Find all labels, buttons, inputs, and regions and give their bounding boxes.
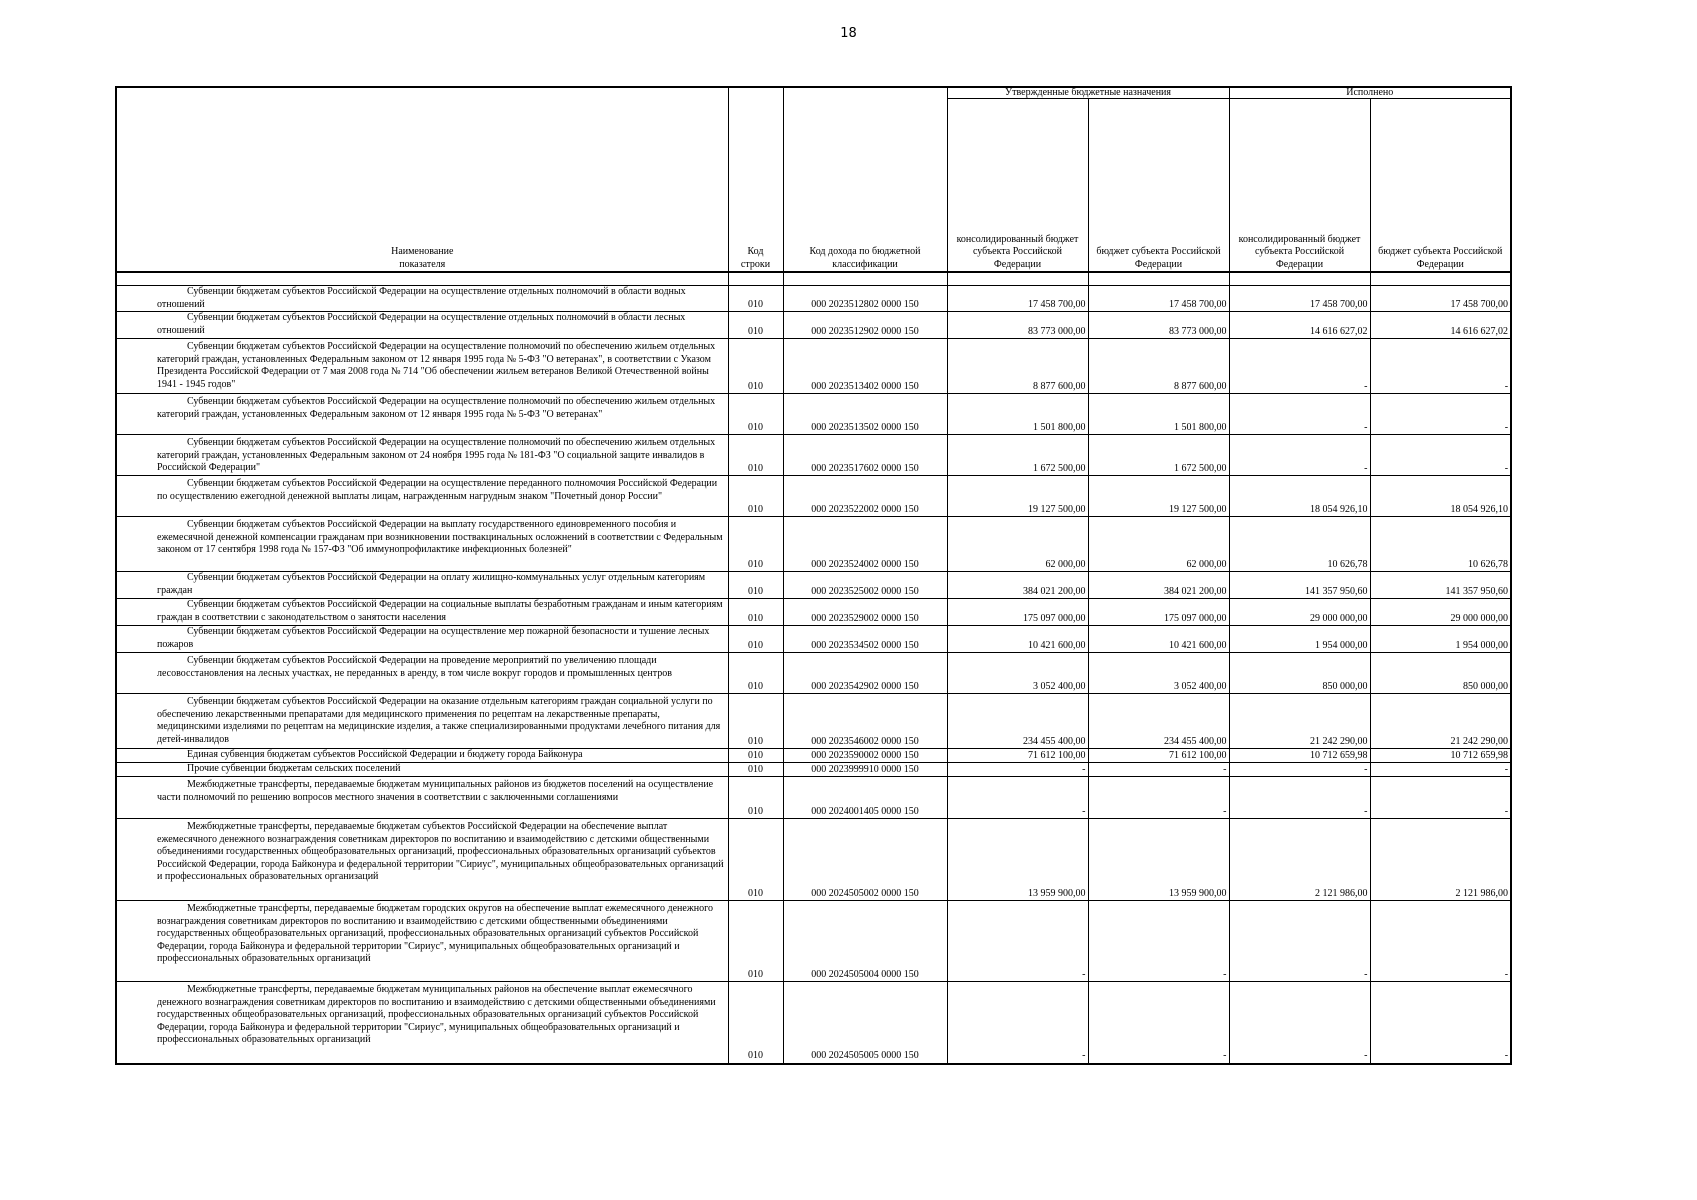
row-approved-consolidated-cell: - <box>947 982 1088 1064</box>
row-name-cell: Субвенции бюджетам субъектов Российской Федерации на осуществление мер пожарной безопасности и тушение лесных пожаров <box>116 626 728 653</box>
row-kbk-cell: 000 2024505002 0000 150 <box>783 819 947 901</box>
table-body <box>116 286 1511 1064</box>
row-code-cell: 010 <box>728 749 783 763</box>
row-executed-consolidated-cell: 10 712 659,98 <box>1229 749 1370 763</box>
row-approved-consolidated-cell: 13 959 900,00 <box>947 819 1088 901</box>
row-kbk-cell: 000 2023546002 0000 150 <box>783 694 947 749</box>
row-code-cell: 010 <box>728 599 783 626</box>
row-approved-subject-cell: - <box>1088 901 1229 982</box>
row-executed-subject-cell: 141 357 950,60 <box>1370 572 1511 599</box>
row-code-cell: 010 <box>728 819 783 901</box>
row-approved-subject-cell: 62 000,00 <box>1088 517 1229 572</box>
row-kbk-cell: 000 2023524002 0000 150 <box>783 517 947 572</box>
row-code-cell: 010 <box>728 435 783 476</box>
table-row <box>116 394 1511 435</box>
row-approved-subject-cell: - <box>1088 763 1229 777</box>
row-kbk-cell: 000 2023513502 0000 150 <box>783 394 947 435</box>
row-name-cell: Межбюджетные трансферты, передаваемые бюджетам муниципальных районов из бюджетов поселений на осуществление части полномочий по решению вопросов местного значения в соответствии с заключенными соглашениями <box>116 777 728 819</box>
row-approved-consolidated-cell: 1 501 800,00 <box>947 394 1088 435</box>
row-approved-consolidated-cell: - <box>947 763 1088 777</box>
row-executed-subject-cell: 1 954 000,00 <box>1370 626 1511 653</box>
header-spacer <box>116 272 1511 286</box>
row-executed-subject-cell: - <box>1370 435 1511 476</box>
header-code: Код строки <box>728 87 783 272</box>
row-approved-subject-cell: 1 672 500,00 <box>1088 435 1229 476</box>
row-executed-consolidated-cell: 21 242 290,00 <box>1229 694 1370 749</box>
row-executed-subject-cell: 21 242 290,00 <box>1370 694 1511 749</box>
row-name-cell: Субвенции бюджетам субъектов Российской Федерации на проведение мероприятий по увеличению площади лесовосстановления на лесных участках, не переданных в аренду, в том числе вокруг городов и промышленных центров <box>116 653 728 694</box>
row-kbk-cell: 000 2023534502 0000 150 <box>783 626 947 653</box>
row-code-cell: 010 <box>728 476 783 517</box>
row-code-cell: 010 <box>728 777 783 819</box>
row-kbk-cell: 000 2024505004 0000 150 <box>783 901 947 982</box>
row-approved-consolidated-cell: 17 458 700,00 <box>947 286 1088 312</box>
row-name-cell: Субвенции бюджетам субъектов Российской Федерации на осуществление полномочий по обеспечению жильем отдельных категорий граждан, установленных Федеральным законом от 12 января 1995 года № 5-ФЗ "О ветеранах" <box>116 394 728 435</box>
row-executed-consolidated-cell: - <box>1229 901 1370 982</box>
row-executed-subject-cell: 10 712 659,98 <box>1370 749 1511 763</box>
row-name-cell: Субвенции бюджетам субъектов Российской Федерации на осуществление отдельных полномочий в области лесных отношений <box>116 312 728 339</box>
row-approved-consolidated-cell: 234 455 400,00 <box>947 694 1088 749</box>
table-row <box>116 312 1511 339</box>
header-kbk: Код дохода по бюджетной классификации <box>783 87 947 272</box>
row-code-cell: 010 <box>728 394 783 435</box>
row-executed-consolidated-cell: 850 000,00 <box>1229 653 1370 694</box>
table-row <box>116 626 1511 653</box>
header-approved-group: Утвержденные бюджетные назначения <box>947 87 1229 99</box>
table-row <box>116 476 1511 517</box>
row-approved-subject-cell: 8 877 600,00 <box>1088 339 1229 394</box>
table-row <box>116 694 1511 749</box>
row-executed-subject-cell: 18 054 926,10 <box>1370 476 1511 517</box>
row-executed-subject-cell: 29 000 000,00 <box>1370 599 1511 626</box>
table-row <box>116 572 1511 599</box>
row-executed-consolidated-cell: 14 616 627,02 <box>1229 312 1370 339</box>
row-code-cell: 010 <box>728 653 783 694</box>
row-code-cell: 010 <box>728 694 783 749</box>
row-name-cell: Межбюджетные трансферты, передаваемые бюджетам муниципальных районов на обеспечение выплат ежемесячного денежного вознаграждения советникам директоров по воспитанию и взаимодействию с детскими общественными объединениями государственных общеобразовательных организаций, профессиональных образовательных организаций субъектов Российской Федерации, города Байконура и федеральной территории "Сириус", муниципальных общеобразовательных организаций и профессиональных образовательных организаций <box>116 982 728 1064</box>
row-executed-consolidated-cell: - <box>1229 394 1370 435</box>
row-name-cell: Субвенции бюджетам субъектов Российской Федерации на осуществление полномочий по обеспечению жильем отдельных категорий граждан, установленных Федеральным законом от 24 ноября 1995 года № 181-ФЗ "О социальной защите инвалидов в Российской Федерации" <box>116 435 728 476</box>
row-name-cell: Субвенции бюджетам субъектов Российской Федерации на социальные выплаты безработным гражданам и иным категориям граждан в соответствии с законодательством о занятости населения <box>116 599 728 626</box>
header-approved-subject: бюджет субъекта Российской Федерации <box>1088 99 1229 273</box>
table-row <box>116 286 1511 312</box>
row-approved-subject-cell: 83 773 000,00 <box>1088 312 1229 339</box>
row-executed-consolidated-cell: 18 054 926,10 <box>1229 476 1370 517</box>
row-executed-subject-cell: - <box>1370 901 1511 982</box>
row-executed-consolidated-cell: - <box>1229 763 1370 777</box>
row-executed-subject-cell: 17 458 700,00 <box>1370 286 1511 312</box>
row-approved-subject-cell: 175 097 000,00 <box>1088 599 1229 626</box>
row-executed-consolidated-cell: - <box>1229 339 1370 394</box>
row-approved-consolidated-cell: 62 000,00 <box>947 517 1088 572</box>
row-code-cell: 010 <box>728 626 783 653</box>
row-kbk-cell: 000 2023999910 0000 150 <box>783 763 947 777</box>
row-kbk-cell: 000 2024001405 0000 150 <box>783 777 947 819</box>
page-number: 18 <box>840 26 857 41</box>
table-row <box>116 901 1511 982</box>
row-kbk-cell: 000 2023525002 0000 150 <box>783 572 947 599</box>
header-approved-consolidated: консолидированный бюджет субъекта Российской Федерации <box>947 99 1088 273</box>
row-name-cell: Единая субвенция бюджетам субъектов Российской Федерации и бюджету города Байконура <box>116 749 728 763</box>
table-row <box>116 749 1511 763</box>
row-approved-subject-cell: 17 458 700,00 <box>1088 286 1229 312</box>
row-code-cell: 010 <box>728 286 783 312</box>
row-kbk-cell: 000 2023529002 0000 150 <box>783 599 947 626</box>
table-row <box>116 819 1511 901</box>
row-name-cell: Субвенции бюджетам субъектов Российской Федерации на оплату жилищно-коммунальных услуг отдельным категориям граждан <box>116 572 728 599</box>
row-kbk-cell: 000 2023513402 0000 150 <box>783 339 947 394</box>
row-code-cell: 010 <box>728 901 783 982</box>
row-executed-consolidated-cell: - <box>1229 777 1370 819</box>
row-executed-subject-cell: - <box>1370 339 1511 394</box>
row-approved-consolidated-cell: 384 021 200,00 <box>947 572 1088 599</box>
row-code-cell: 010 <box>728 572 783 599</box>
row-executed-consolidated-cell: 141 357 950,60 <box>1229 572 1370 599</box>
row-kbk-cell: 000 2023517602 0000 150 <box>783 435 947 476</box>
row-approved-consolidated-cell: 1 672 500,00 <box>947 435 1088 476</box>
row-approved-subject-cell: 10 421 600,00 <box>1088 626 1229 653</box>
row-name-cell: Субвенции бюджетам субъектов Российской Федерации на осуществление переданного полномочия Российской Федерации по осуществлению ежегодной денежной выплаты лицам, награжденным нагрудным знаком "Почетный донор России" <box>116 476 728 517</box>
row-name-cell: Межбюджетные трансферты, передаваемые бюджетам субъектов Российской Федерации на обеспечение выплат ежемесячного денежного вознаграждения советникам директоров по воспитанию и взаимодействию с детскими общественными объединениями государственных общеобразовательных организаций, профессиональных образовательных организаций субъектов Российской Федерации, города Байконура и федеральной территории "Сириус", муниципальных общеобразовательных организаций и профессиональных образовательных организаций <box>116 819 728 901</box>
row-kbk-cell: 000 2023590002 0000 150 <box>783 749 947 763</box>
row-executed-subject-cell: 2 121 986,00 <box>1370 819 1511 901</box>
row-name-cell: Субвенции бюджетам субъектов Российской Федерации на осуществление отдельных полномочий в области водных отношений <box>116 286 728 312</box>
row-executed-subject-cell: 14 616 627,02 <box>1370 312 1511 339</box>
row-executed-subject-cell: - <box>1370 763 1511 777</box>
row-approved-subject-cell: 71 612 100,00 <box>1088 749 1229 763</box>
table-row <box>116 777 1511 819</box>
row-executed-consolidated-cell: 1 954 000,00 <box>1229 626 1370 653</box>
row-approved-consolidated-cell: 8 877 600,00 <box>947 339 1088 394</box>
budget-execution-table <box>115 86 1512 1065</box>
row-approved-consolidated-cell: 175 097 000,00 <box>947 599 1088 626</box>
row-executed-consolidated-cell: 29 000 000,00 <box>1229 599 1370 626</box>
row-code-cell: 010 <box>728 312 783 339</box>
row-approved-subject-cell: - <box>1088 777 1229 819</box>
row-executed-consolidated-cell: 2 121 986,00 <box>1229 819 1370 901</box>
table-row <box>116 653 1511 694</box>
header-executed-group: Исполнено <box>1229 87 1511 99</box>
row-kbk-cell: 000 2023512802 0000 150 <box>783 286 947 312</box>
row-executed-subject-cell: - <box>1370 982 1511 1064</box>
row-approved-subject-cell: 234 455 400,00 <box>1088 694 1229 749</box>
row-approved-subject-cell: 384 021 200,00 <box>1088 572 1229 599</box>
row-name-cell: Субвенции бюджетам субъектов Российской Федерации на осуществление полномочий по обеспечению жильем отдельных категорий граждан, установленных Федеральным законом от 12 января 1995 года № 5-ФЗ "О ветеранах", в соответствии с Указом Президента Российской Федерации от 7 мая 2008 года № 714 "Об обеспечении жильем ветеранов Великой Отечественной войны 1941 - 1945 годов" <box>116 339 728 394</box>
row-executed-subject-cell: 10 626,78 <box>1370 517 1511 572</box>
row-code-cell: 010 <box>728 982 783 1064</box>
row-name-cell: Прочие субвенции бюджетам сельских поселений <box>116 763 728 777</box>
row-approved-consolidated-cell: - <box>947 777 1088 819</box>
row-executed-consolidated-cell: - <box>1229 982 1370 1064</box>
row-kbk-cell: 000 2023512902 0000 150 <box>783 312 947 339</box>
row-approved-consolidated-cell: 10 421 600,00 <box>947 626 1088 653</box>
header-executed-consolidated: консолидированный бюджет субъекта Российской Федерации <box>1229 99 1370 273</box>
table-row <box>116 517 1511 572</box>
row-approved-consolidated-cell: 19 127 500,00 <box>947 476 1088 517</box>
row-executed-consolidated-cell: 10 626,78 <box>1229 517 1370 572</box>
row-approved-subject-cell: - <box>1088 982 1229 1064</box>
row-executed-consolidated-cell: - <box>1229 435 1370 476</box>
row-name-cell: Субвенции бюджетам субъектов Российской Федерации на оказание отдельным категориям граждан социальной услуги по обеспечению лекарственными препаратами для медицинского применения по рецептам на лекарственные препараты, медицинскими изделиями по рецептам на медицинские изделия, а также специализированными продуктами лечебного питания для детей-инвалидов <box>116 694 728 749</box>
row-code-cell: 010 <box>728 339 783 394</box>
row-kbk-cell: 000 2023542902 0000 150 <box>783 653 947 694</box>
table-row <box>116 435 1511 476</box>
table-row <box>116 763 1511 777</box>
table-row <box>116 982 1511 1064</box>
row-code-cell: 010 <box>728 763 783 777</box>
row-kbk-cell: 000 2023522002 0000 150 <box>783 476 947 517</box>
row-approved-subject-cell: 1 501 800,00 <box>1088 394 1229 435</box>
row-approved-consolidated-cell: 3 052 400,00 <box>947 653 1088 694</box>
row-executed-consolidated-cell: 17 458 700,00 <box>1229 286 1370 312</box>
row-code-cell: 010 <box>728 517 783 572</box>
row-approved-subject-cell: 13 959 900,00 <box>1088 819 1229 901</box>
row-kbk-cell: 000 2024505005 0000 150 <box>783 982 947 1064</box>
row-executed-subject-cell: 850 000,00 <box>1370 653 1511 694</box>
row-approved-consolidated-cell: 71 612 100,00 <box>947 749 1088 763</box>
row-approved-subject-cell: 3 052 400,00 <box>1088 653 1229 694</box>
row-name-cell: Межбюджетные трансферты, передаваемые бюджетам городских округов на обеспечение выплат ежемесячного денежного вознаграждения советникам директоров по воспитанию и взаимодействию с детскими общественными объединениями государственных общеобразовательных организаций, профессиональных образовательных организаций субъектов Российской Федерации, города Байконура и федеральной территории "Сириус", муниципальных общеобразовательных организаций и профессиональных образовательных организаций <box>116 901 728 982</box>
table-header <box>116 87 1511 286</box>
table-row <box>116 339 1511 394</box>
header-executed-subject: бюджет субъекта Российской Федерации <box>1370 99 1511 273</box>
row-approved-consolidated-cell: - <box>947 901 1088 982</box>
row-approved-consolidated-cell: 83 773 000,00 <box>947 312 1088 339</box>
row-executed-subject-cell: - <box>1370 777 1511 819</box>
header-name: Наименование показателя <box>116 87 728 272</box>
table-row <box>116 599 1511 626</box>
row-executed-subject-cell: - <box>1370 394 1511 435</box>
row-approved-subject-cell: 19 127 500,00 <box>1088 476 1229 517</box>
row-name-cell: Субвенции бюджетам субъектов Российской Федерации на выплату государственного единовременного пособия и ежемесячной денежной компенсации гражданам при возникновении поствакцинальных осложнений в соответствии с Федеральным законом от 17 сентября 1998 года № 157-ФЗ "Об иммунопрофилактике инфекционных болезней" <box>116 517 728 572</box>
